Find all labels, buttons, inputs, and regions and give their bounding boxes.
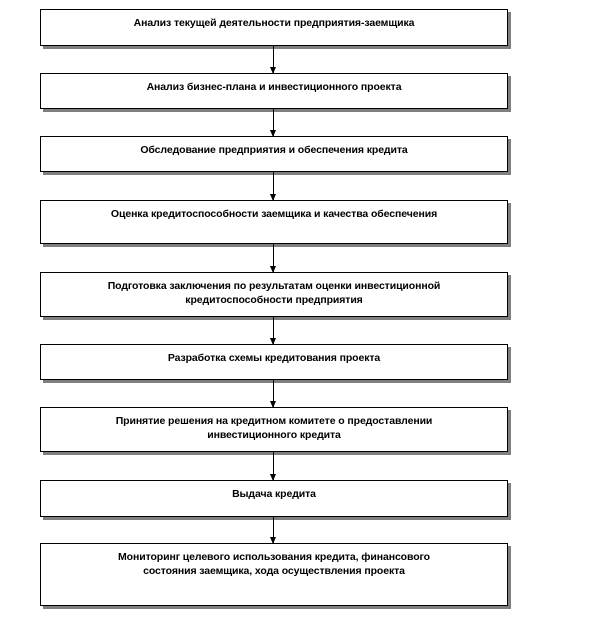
connector-arrow-5 (273, 317, 274, 344)
step-8-label: Выдача кредита (232, 488, 316, 500)
connector-arrow-6 (273, 380, 274, 407)
step-3-box (40, 136, 508, 172)
step-9-label: Мониторинг целевого использования кредита, финансового состояния заемщика, хода осуществления проекта (118, 551, 430, 577)
connector-arrow-8 (273, 517, 274, 543)
step-2-box (40, 73, 508, 109)
connector-arrow-2 (273, 109, 274, 136)
connector-arrow-7 (273, 452, 274, 480)
step-7-box (40, 407, 508, 452)
step-4-box (40, 200, 508, 244)
connector-arrow-3 (273, 172, 274, 200)
step-9-box (40, 543, 508, 606)
step-2-label: Анализ бизнес-плана и инвестиционного проекта (146, 81, 402, 93)
step-7-label: Принятие решения на кредитном комитете о предоставлении инвестиционного кредита (115, 415, 433, 441)
step-4-label: Оценка кредитоспособности заемщика и качества обеспечения (110, 208, 438, 220)
step-6-label: Разработка схемы кредитования проекта (167, 352, 381, 364)
step-5-box (40, 272, 508, 317)
step-1-label: Анализ текущей деятельности предприятия-заемщика (133, 17, 415, 29)
connector-arrow-4 (273, 244, 274, 272)
step-3-label: Обследование предприятия и обеспечения кредита (140, 144, 408, 156)
step-5-label: Подготовка заключения по результатам оценки инвестиционной кредитоспособности предприятия (107, 280, 441, 306)
step-6-box (40, 344, 508, 380)
connector-arrow-1 (273, 46, 274, 73)
step-1-box (40, 9, 508, 46)
step-8-box (40, 480, 508, 517)
